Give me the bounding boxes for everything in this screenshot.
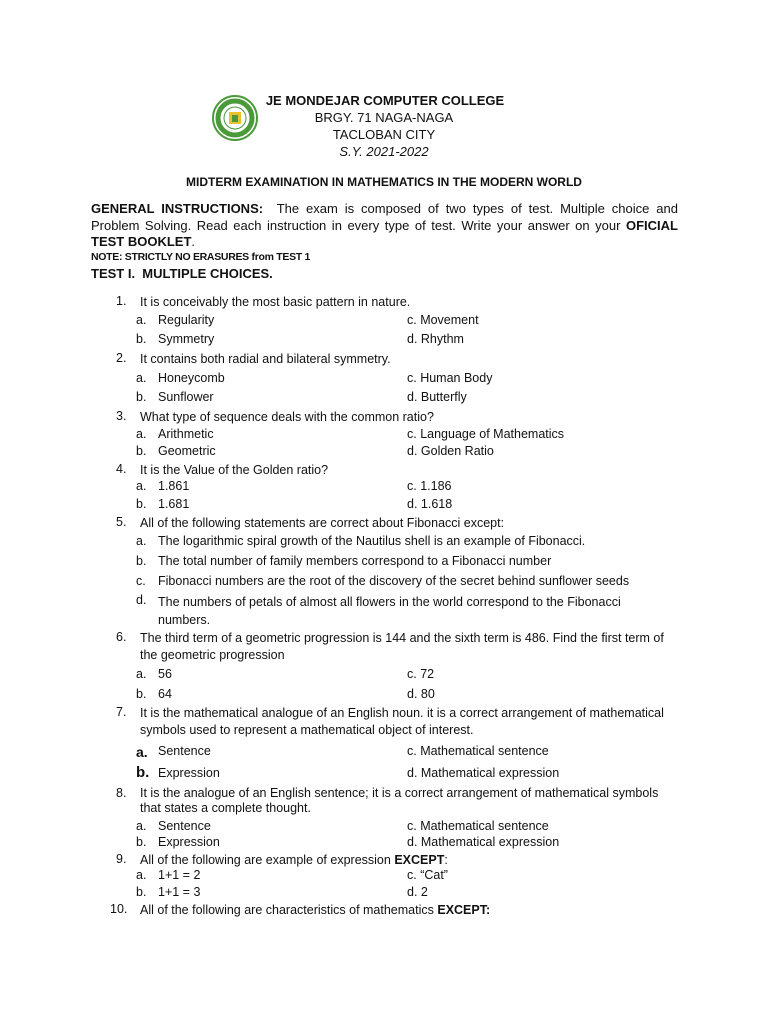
option-letter: b. bbox=[136, 764, 150, 781]
option-letter: a. bbox=[136, 534, 147, 548]
option-c: c. Mathematical sentence bbox=[407, 744, 549, 758]
option-letter: b. bbox=[136, 332, 147, 346]
option-d: d. Mathematical expression bbox=[407, 766, 560, 780]
option-letter: b. bbox=[136, 444, 147, 458]
option-letter: a. bbox=[136, 744, 148, 760]
question-number: 6. bbox=[116, 630, 127, 644]
instructions-period: . bbox=[191, 234, 196, 249]
question-number: 7. bbox=[116, 705, 127, 719]
general-instructions bbox=[91, 201, 678, 251]
option-d: d. Golden Ratio bbox=[407, 444, 494, 458]
option-d: d. Rhythm bbox=[407, 332, 464, 346]
question-number: 4. bbox=[116, 462, 127, 476]
question-number: 10. bbox=[110, 902, 128, 916]
option-text: 56 bbox=[158, 667, 172, 681]
test-title: MULTIPLE CHOICES. bbox=[142, 266, 273, 281]
school-year: S.Y. 2021-2022 bbox=[339, 144, 429, 159]
option-text: The logarithmic spiral growth of the Nautilus shell is an example of Fibonacci. bbox=[158, 534, 586, 548]
option-letter: a. bbox=[136, 427, 147, 441]
question-number: 2. bbox=[116, 351, 127, 365]
instructions-text: The exam is composed of two types of test. Multiple choice and Problem Solving. Read each instruction in every type of test. Write your answer on your bbox=[91, 201, 678, 233]
option-text: Fibonacci numbers are the root of the discovery of the secret behind sunflower seeds bbox=[158, 574, 630, 588]
option-letter: d. bbox=[136, 593, 147, 607]
question-text: It is the Value of the Golden ratio? bbox=[140, 463, 329, 477]
question-text: What type of sequence deals with the common ratio? bbox=[140, 410, 434, 424]
question-text: The third term of a geometric progression is 144 and the sixth term is 486. Find the first term of the geometric progression bbox=[140, 631, 664, 662]
option-text: Expression bbox=[158, 766, 220, 780]
option-text: 1.861 bbox=[158, 479, 190, 493]
option-letter: b. bbox=[136, 885, 147, 899]
option-text: Sentence bbox=[158, 819, 211, 833]
option-text: Expression bbox=[158, 835, 220, 849]
option-d: d. 1.618 bbox=[407, 497, 453, 511]
option-letter: b. bbox=[136, 687, 147, 701]
exam-title: MIDTERM EXAMINATION IN MATHEMATICS IN THE MODERN WORLD bbox=[186, 175, 582, 189]
option-text: Sunflower bbox=[158, 390, 214, 404]
college-address-line2: TACLOBAN CITY bbox=[332, 127, 436, 142]
option-c: c. Movement bbox=[407, 313, 479, 327]
option-c: c. 1.186 bbox=[407, 479, 452, 493]
option-d: d. Butterfly bbox=[407, 390, 467, 404]
question-text: It contains both radial and bilateral symmetry. bbox=[140, 352, 391, 366]
option-text: 1.681 bbox=[158, 497, 190, 511]
option-text: Geometric bbox=[158, 444, 216, 458]
college-address-line1: BRGY. 71 NAGA-NAGA bbox=[314, 110, 454, 125]
option-c: c. “Cat” bbox=[407, 868, 448, 882]
test-heading bbox=[91, 266, 273, 281]
option-letter: b. bbox=[136, 835, 147, 849]
question-emphasis: EXCEPT: bbox=[437, 903, 491, 917]
question-text bbox=[140, 852, 680, 869]
option-text: The total number of family members correspond to a Fibonacci number bbox=[158, 554, 552, 568]
erasure-note: NOTE: STRICTLY NO ERASURES from TEST 1 bbox=[91, 251, 311, 263]
test-label: TEST I. bbox=[91, 266, 136, 281]
question-number: 9. bbox=[116, 852, 127, 866]
option-c: c. Human Body bbox=[407, 371, 493, 385]
option-letter: b. bbox=[136, 390, 147, 404]
option-text: The numbers of petals of almost all flowers in the world correspond to the Fibonacci numbers. bbox=[158, 595, 621, 627]
option-letter: c. bbox=[136, 574, 146, 588]
question-text: All of the following statements are correct about Fibonacci except: bbox=[140, 516, 505, 530]
question-text: It is the analogue of an English sentence; it is a correct arrangement of mathematical symbols that states a complete thought. bbox=[140, 786, 659, 815]
option-text: Sentence bbox=[158, 744, 211, 758]
option-letter: a. bbox=[136, 371, 147, 385]
option-letter: a. bbox=[136, 819, 147, 833]
option-text: Symmetry bbox=[158, 332, 215, 346]
option-letter: a. bbox=[136, 667, 147, 681]
instructions-label: GENERAL INSTRUCTIONS: bbox=[91, 201, 264, 216]
question-number: 5. bbox=[116, 515, 127, 529]
option-letter: b. bbox=[136, 497, 147, 511]
question-number: 3. bbox=[116, 409, 127, 423]
option-c: c. Language of Mathematics bbox=[407, 427, 565, 441]
college-name: JE MONDEJAR COMPUTER COLLEGE bbox=[265, 93, 505, 108]
option-c: c. 72 bbox=[407, 667, 435, 681]
question-emphasis: EXCEPT bbox=[394, 853, 445, 867]
option-c: c. Mathematical sentence bbox=[407, 819, 549, 833]
question-number: 1. bbox=[116, 294, 127, 308]
option-d: d. 2 bbox=[407, 885, 428, 899]
option-letter: a. bbox=[136, 868, 147, 882]
instructions-booklet: OFICIAL TEST BOOKLET bbox=[91, 217, 678, 249]
option-text: Honeycomb bbox=[158, 371, 225, 385]
question-number: 8. bbox=[116, 786, 127, 800]
option-text: Regularity bbox=[158, 313, 215, 327]
question-text bbox=[140, 902, 680, 919]
option-d: d. Mathematical expression bbox=[407, 835, 560, 849]
question-tail: : bbox=[444, 853, 448, 867]
option-text: 1+1 = 2 bbox=[158, 868, 201, 882]
option-letter: a. bbox=[136, 313, 147, 327]
question-text: It is the mathematical analogue of an English noun. it is a correct arrangement of mathematical symbols used to represent a mathematical object of interest. bbox=[140, 706, 664, 737]
option-d: d. 80 bbox=[407, 687, 435, 701]
option-letter: b. bbox=[136, 554, 147, 568]
option-text: 1+1 = 3 bbox=[158, 885, 201, 899]
option-text: Arithmetic bbox=[158, 427, 214, 441]
option-letter: a. bbox=[136, 479, 147, 493]
question-text-body: All of the following are example of expression bbox=[140, 853, 391, 867]
question-text-body: All of the following are characteristics of mathematics bbox=[140, 903, 434, 917]
option-text: 64 bbox=[158, 687, 172, 701]
question-text: It is conceivably the most basic pattern in nature. bbox=[140, 295, 411, 309]
